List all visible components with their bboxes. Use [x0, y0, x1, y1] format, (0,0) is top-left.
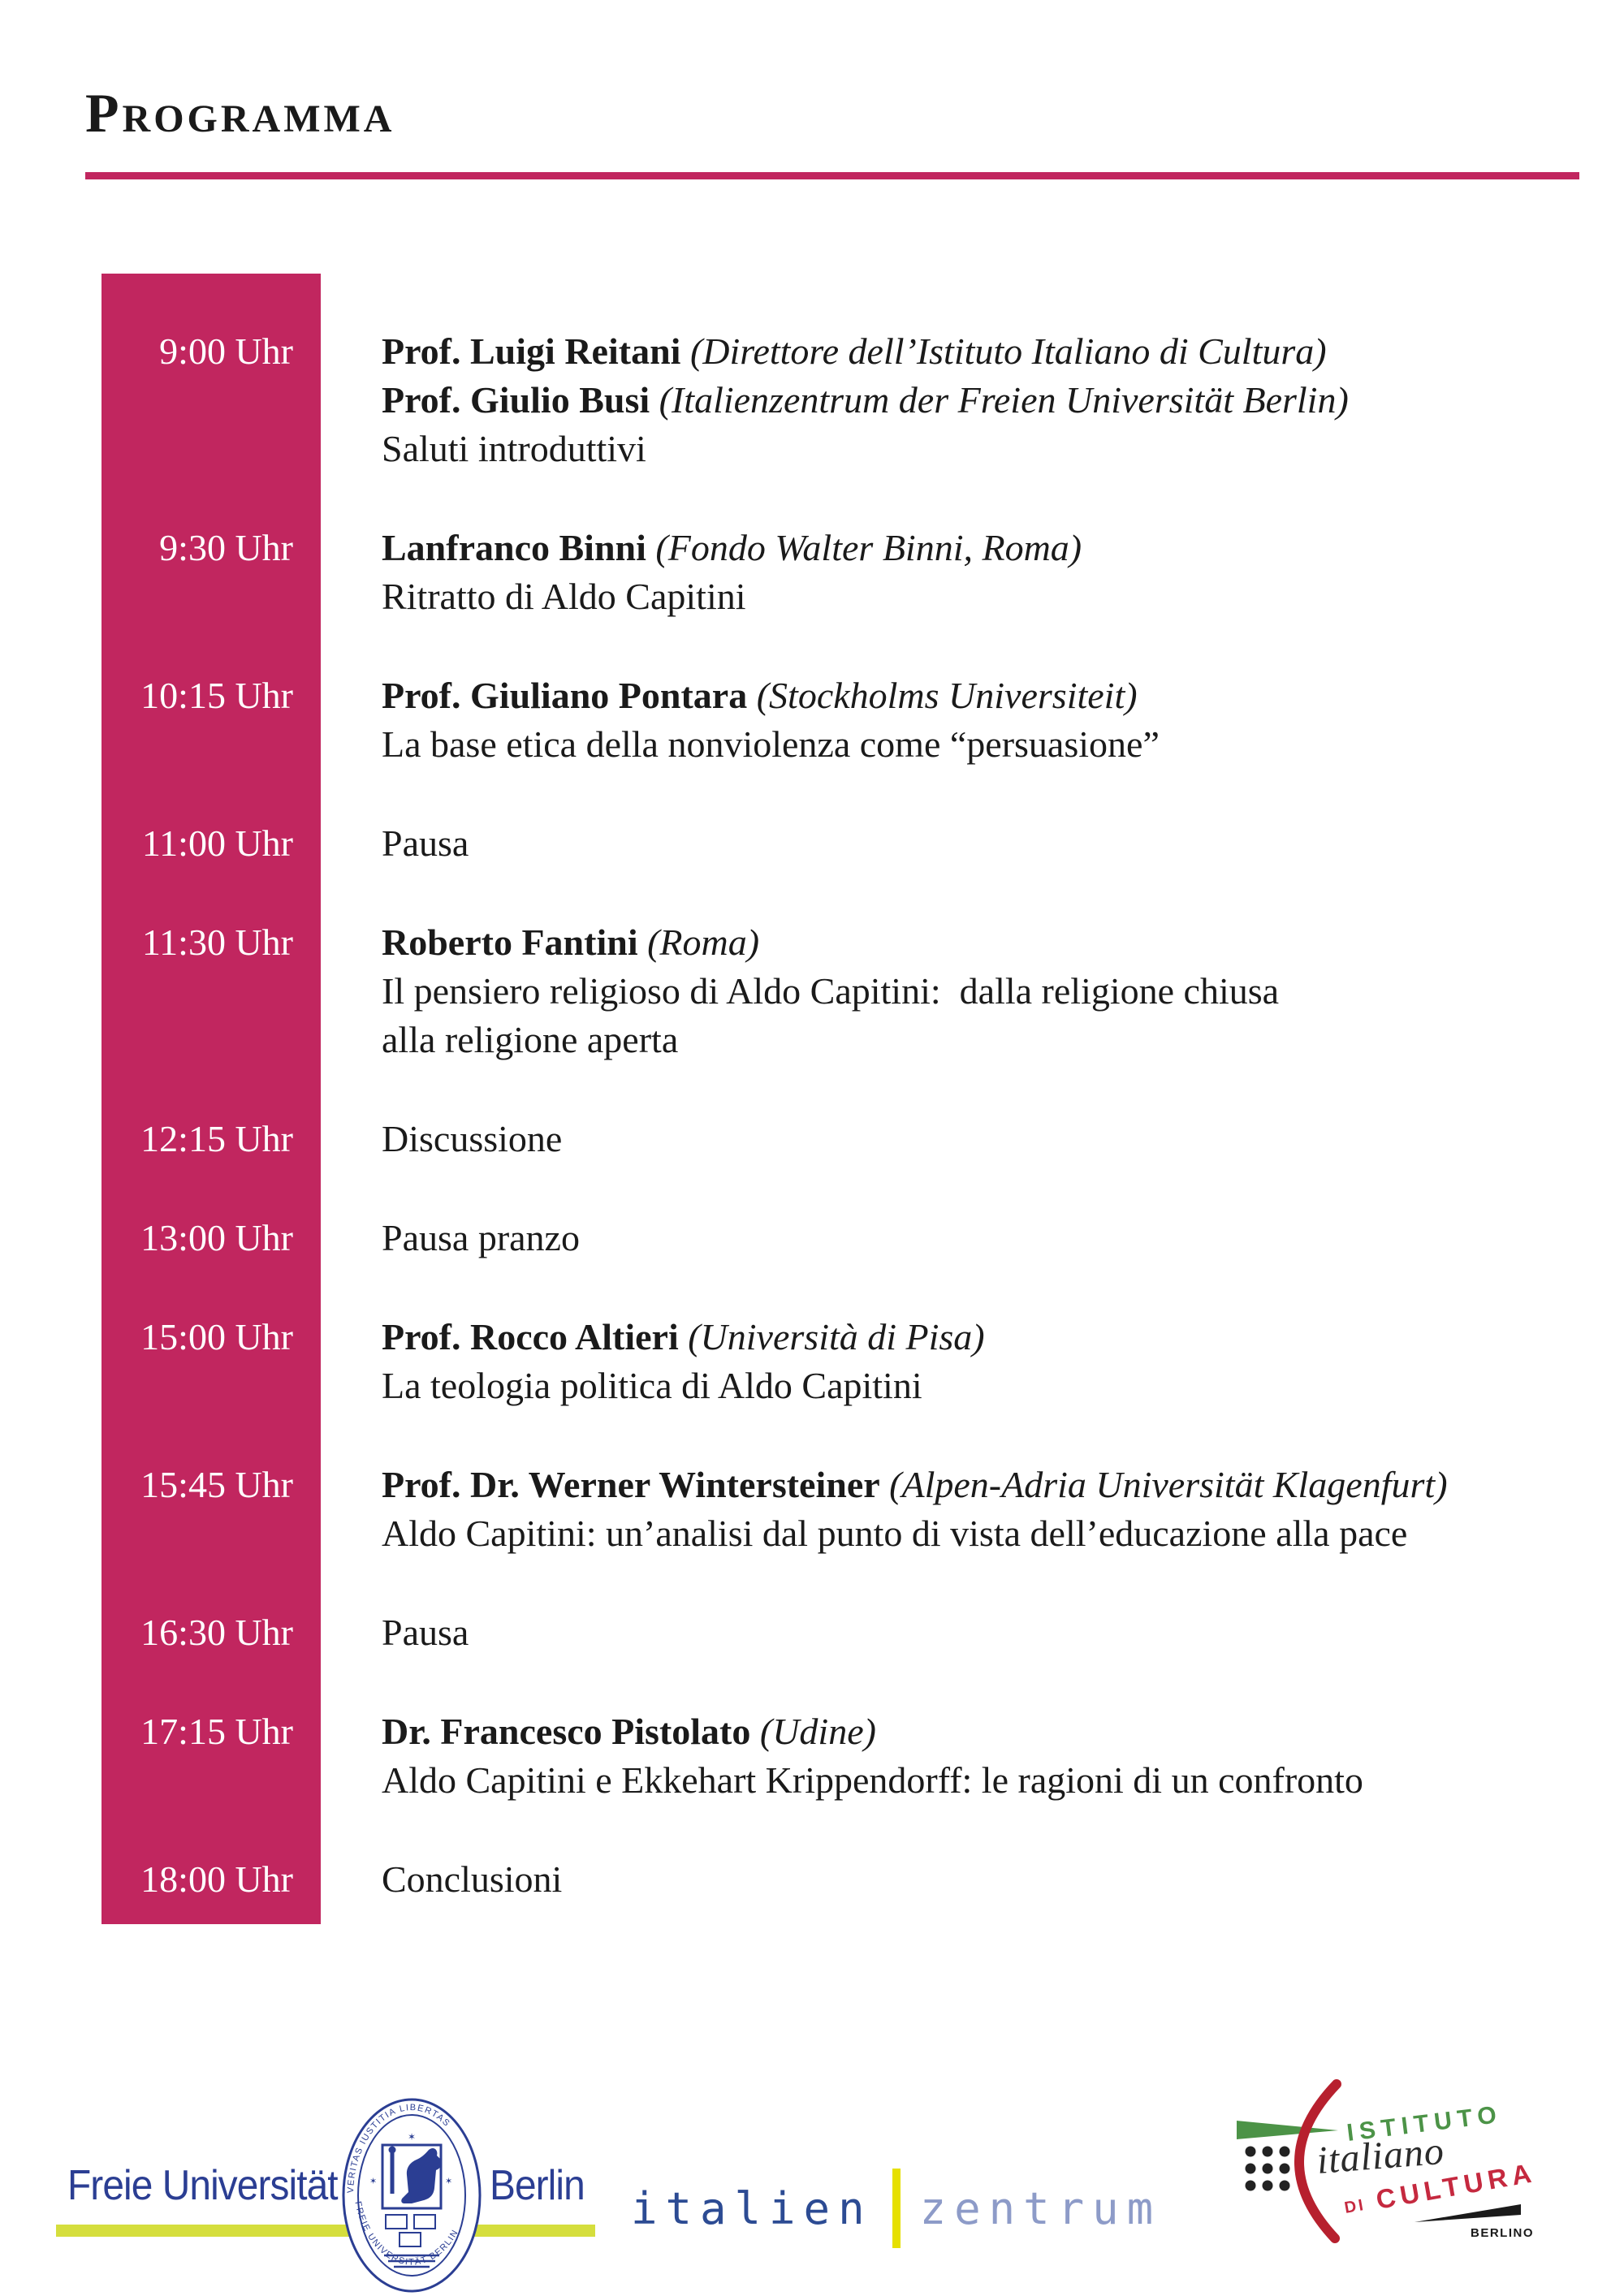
schedule-entry: [382, 1313, 985, 1410]
page-title: Programma: [85, 82, 395, 144]
schedule-rows: [102, 274, 1604, 1904]
iic-di-text: DI: [1343, 2195, 1367, 2217]
schedule-row: [102, 1855, 1604, 1904]
seal-text-top: VERITAS IUSTITIA LIBERTAS: [345, 2103, 452, 2194]
schedule-time: 10:15 Uhr: [140, 675, 293, 716]
fu-lime-underline: [56, 2225, 595, 2237]
schedule-time: 12:15 Uhr: [140, 1118, 293, 1159]
schedule-entry: [382, 819, 469, 868]
iic-berlino-text: BERLINO: [1471, 2226, 1534, 2240]
schedule-row: [102, 819, 1604, 868]
istituto-italiano-cultura-logo: [1214, 2066, 1539, 2257]
italienzentrum-logo: [631, 2166, 1161, 2251]
entry-text-line: Discussione: [382, 1118, 563, 1159]
iic-cultura-text: CULTURA: [1373, 2156, 1539, 2215]
schedule-row: [102, 1115, 1604, 1163]
schedule-time: 17:15 Uhr: [140, 1711, 293, 1752]
fu-wordmark-left: Freie Universität: [67, 2162, 338, 2209]
entry-speaker-line: Prof. Luigi Reitani (Direttore dell’Istituto Italiano di Cultura): [382, 330, 1327, 372]
entry-text-line: Pausa: [382, 822, 469, 864]
schedule-time: 9:30 Uhr: [159, 527, 293, 568]
schedule: [102, 274, 1604, 1954]
schedule-row: [102, 1461, 1604, 1558]
schedule-time: 15:00 Uhr: [140, 1316, 293, 1357]
fu-berlin-logo: [56, 2095, 608, 2296]
schedule-entry: [382, 1115, 562, 1163]
entry-speaker-line: Roberto Fantini (Roma): [382, 921, 760, 963]
italienzentrum-divider: [892, 2169, 901, 2248]
entry-speaker-line: Dr. Francesco Pistolato (Udine): [382, 1711, 876, 1752]
entry-text-line: Il pensiero religioso di Aldo Capitini: dalla religione chiusa: [382, 970, 1280, 1012]
schedule-time: 18:00 Uhr: [140, 1858, 293, 1900]
schedule-row: [102, 1608, 1604, 1657]
seal-star-icon: ✶: [408, 2131, 417, 2143]
schedule-row: [102, 671, 1604, 769]
italienzentrum-right: zentrum: [919, 2182, 1162, 2234]
schedule-entry: [382, 1608, 469, 1657]
fu-berlin-seal-icon: [330, 2096, 493, 2294]
entry-speaker-line: Prof. Dr. Werner Wintersteiner (Alpen-Adria Universität Klagenfurt): [382, 1464, 1448, 1505]
entry-speaker-line: Prof. Rocco Altieri (Università di Pisa): [382, 1316, 985, 1357]
entry-text-line: Ritratto di Aldo Capitini: [382, 576, 746, 617]
schedule-entry: [382, 1461, 1448, 1558]
schedule-row: [102, 1707, 1604, 1805]
entry-text-line: alla religione aperta: [382, 1019, 679, 1060]
schedule-entry: [382, 918, 1279, 1064]
iic-green-wedge-icon: [1237, 2121, 1338, 2139]
entry-text-line: Pausa: [382, 1612, 469, 1653]
schedule-time: 9:00 Uhr: [159, 330, 293, 372]
schedule-row: [102, 524, 1604, 621]
iic-istituto-text: ISTITUTO: [1345, 2100, 1504, 2147]
schedule-entry: [382, 671, 1160, 769]
entry-text-line: La base etica della nonviolenza come “persuasione”: [382, 723, 1160, 765]
entry-speaker-line: Prof. Giuliano Pontara (Stockholms Universiteit): [382, 675, 1138, 716]
italienzentrum-left: italien: [631, 2182, 873, 2234]
schedule-row: [102, 918, 1604, 1064]
schedule-entry: [382, 524, 1082, 621]
title-rule: [85, 172, 1579, 179]
schedule-row: [102, 1214, 1604, 1262]
iic-italiano-text: italiano: [1315, 2129, 1446, 2182]
seal-star-icon: ✶: [445, 2177, 453, 2186]
schedule-entry: [382, 1214, 580, 1262]
entry-speaker-line: Lanfranco Binni (Fondo Walter Binni, Roma): [382, 527, 1082, 568]
seal-text-bottom: FREIE UNIVERSITÄT BERLIN: [352, 2200, 461, 2268]
schedule-row: [102, 1313, 1604, 1410]
entry-text-line: Aldo Capitini: un’analisi dal punto di vista dell’educazione alla pace: [382, 1513, 1408, 1554]
entry-speaker-line: Prof. Giulio Busi (Italienzentrum der Freien Universität Berlin): [382, 379, 1349, 421]
fu-wordmark-right: Berlin: [490, 2162, 585, 2209]
entry-text-line: Conclusioni: [382, 1858, 563, 1900]
schedule-time: 11:30 Uhr: [141, 921, 293, 963]
entry-text-line: La teologia politica di Aldo Capitini: [382, 1365, 922, 1406]
schedule-entry: [382, 327, 1349, 473]
seal-star-icon: ✶: [369, 2177, 378, 2186]
schedule-time: 11:00 Uhr: [141, 822, 293, 864]
schedule-time: 13:00 Uhr: [140, 1217, 293, 1258]
entry-text-line: Saluti introduttivi: [382, 428, 646, 469]
schedule-entry: [382, 1855, 562, 1904]
schedule-time: 15:45 Uhr: [140, 1464, 293, 1505]
iic-black-wedge-icon: [1415, 2204, 1521, 2222]
schedule-row: [102, 327, 1604, 473]
entry-text-line: Pausa pranzo: [382, 1217, 580, 1258]
schedule-time: 16:30 Uhr: [140, 1612, 293, 1653]
iic-dots-grid-icon: [1246, 2147, 1290, 2191]
entry-text-line: Aldo Capitini e Ekkehart Krippendorff: le ragioni di un confronto: [382, 1759, 1363, 1801]
schedule-entry: [382, 1707, 1363, 1805]
